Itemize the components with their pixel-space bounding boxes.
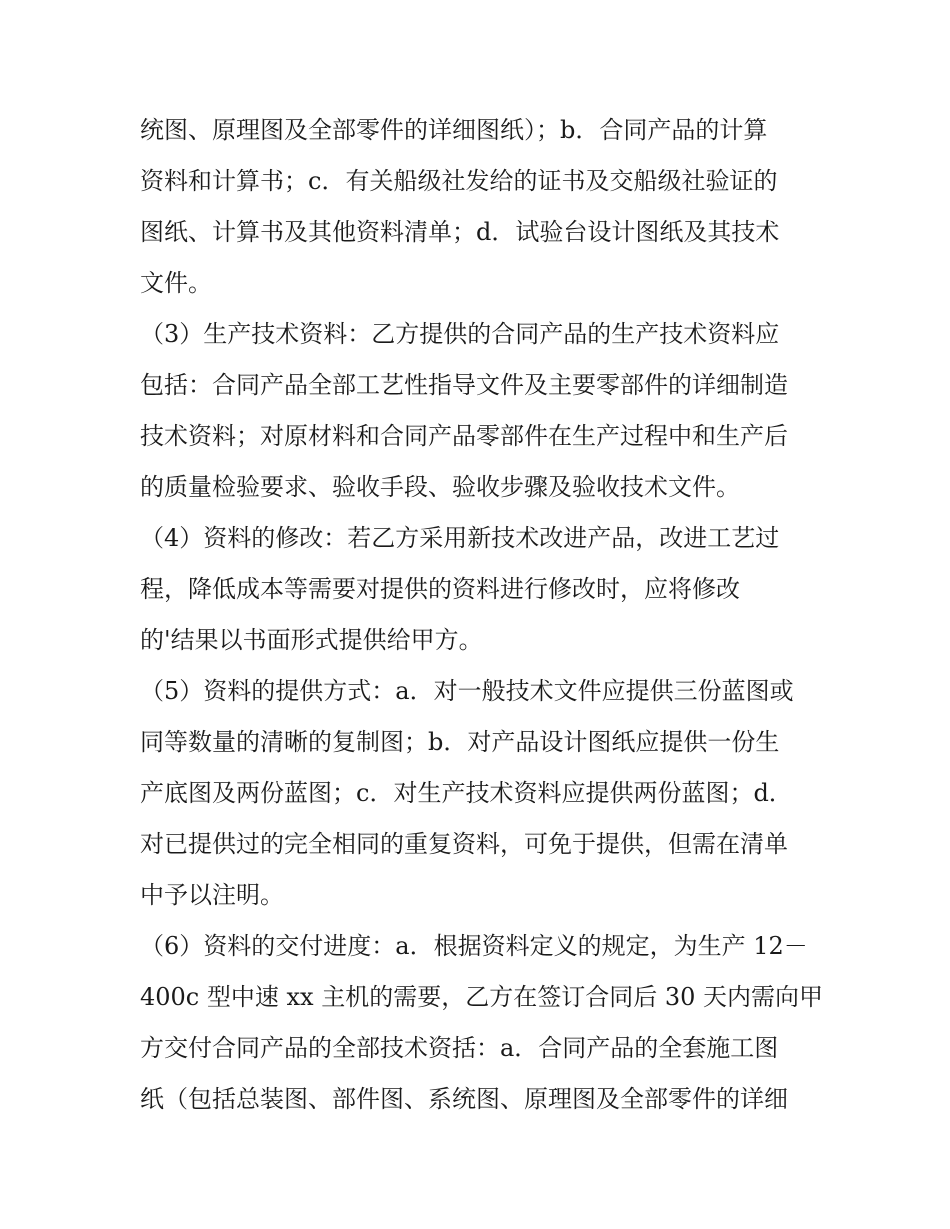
text-line: 400c 型中速 xx 主机的需要，乙方在签订合同后 30 天内需向甲 (140, 983, 824, 1011)
text-line: 方交付合同产品的全部技术资括：a．合同产品的全套施工图 (140, 1034, 779, 1062)
text-line: （4）资料的修改：若乙方采用新技术改进产品，改进工艺过 (140, 524, 780, 552)
text-line: 统图、原理图及全部零件的详细图纸）；b．合同产品的计算 (140, 116, 768, 144)
text-line: 包括：合同产品全部工艺性指导文件及主要零部件的详细制造 (140, 371, 788, 399)
text-line: 图纸、计算书及其他资料清单；d．试验台设计图纸及其技术 (140, 218, 780, 246)
text-line: 的质量检验要求、验收手段、验收步骤及验收技术文件。 (140, 473, 740, 501)
text-line: 中予以注明。 (140, 881, 284, 909)
text-line: 技术资料；对原材料和合同产品零部件在生产过程中和生产后 (140, 422, 788, 450)
text-line: 对已提供过的完全相同的重复资料，可免于提供，但需在清单 (140, 830, 788, 858)
text-line: （5）资料的提供方式：a．对一般技术文件应提供三份蓝图或 (140, 677, 794, 705)
text-line: 产底图及两份蓝图；c．对生产技术资料应提供两份蓝图；d． (140, 779, 793, 807)
text-line: 程，降低成本等需要对提供的资料进行修改时，应将修改 (140, 575, 740, 603)
text-line: 资料和计算书；c．有关船级社发给的证书及交船级社验证的 (140, 167, 778, 195)
text-line: 文件。 (140, 269, 212, 297)
contract-body-text (140, 108, 824, 1128)
text-line: 纸（包括总装图、部件图、系统图、原理图及全部零件的详细 (140, 1085, 788, 1113)
text-line: 的'结果以书面形式提供给甲方。 (140, 626, 483, 654)
text-line: （6）资料的交付进度：a．根据资料定义的规定，为生产 12－ (140, 932, 808, 960)
text-line: 同等数量的清晰的复制图；b．对产品设计图纸应提供一份生 (140, 728, 780, 756)
text-line: （3）生产技术资料：乙方提供的合同产品的生产技术资料应 (140, 320, 780, 348)
